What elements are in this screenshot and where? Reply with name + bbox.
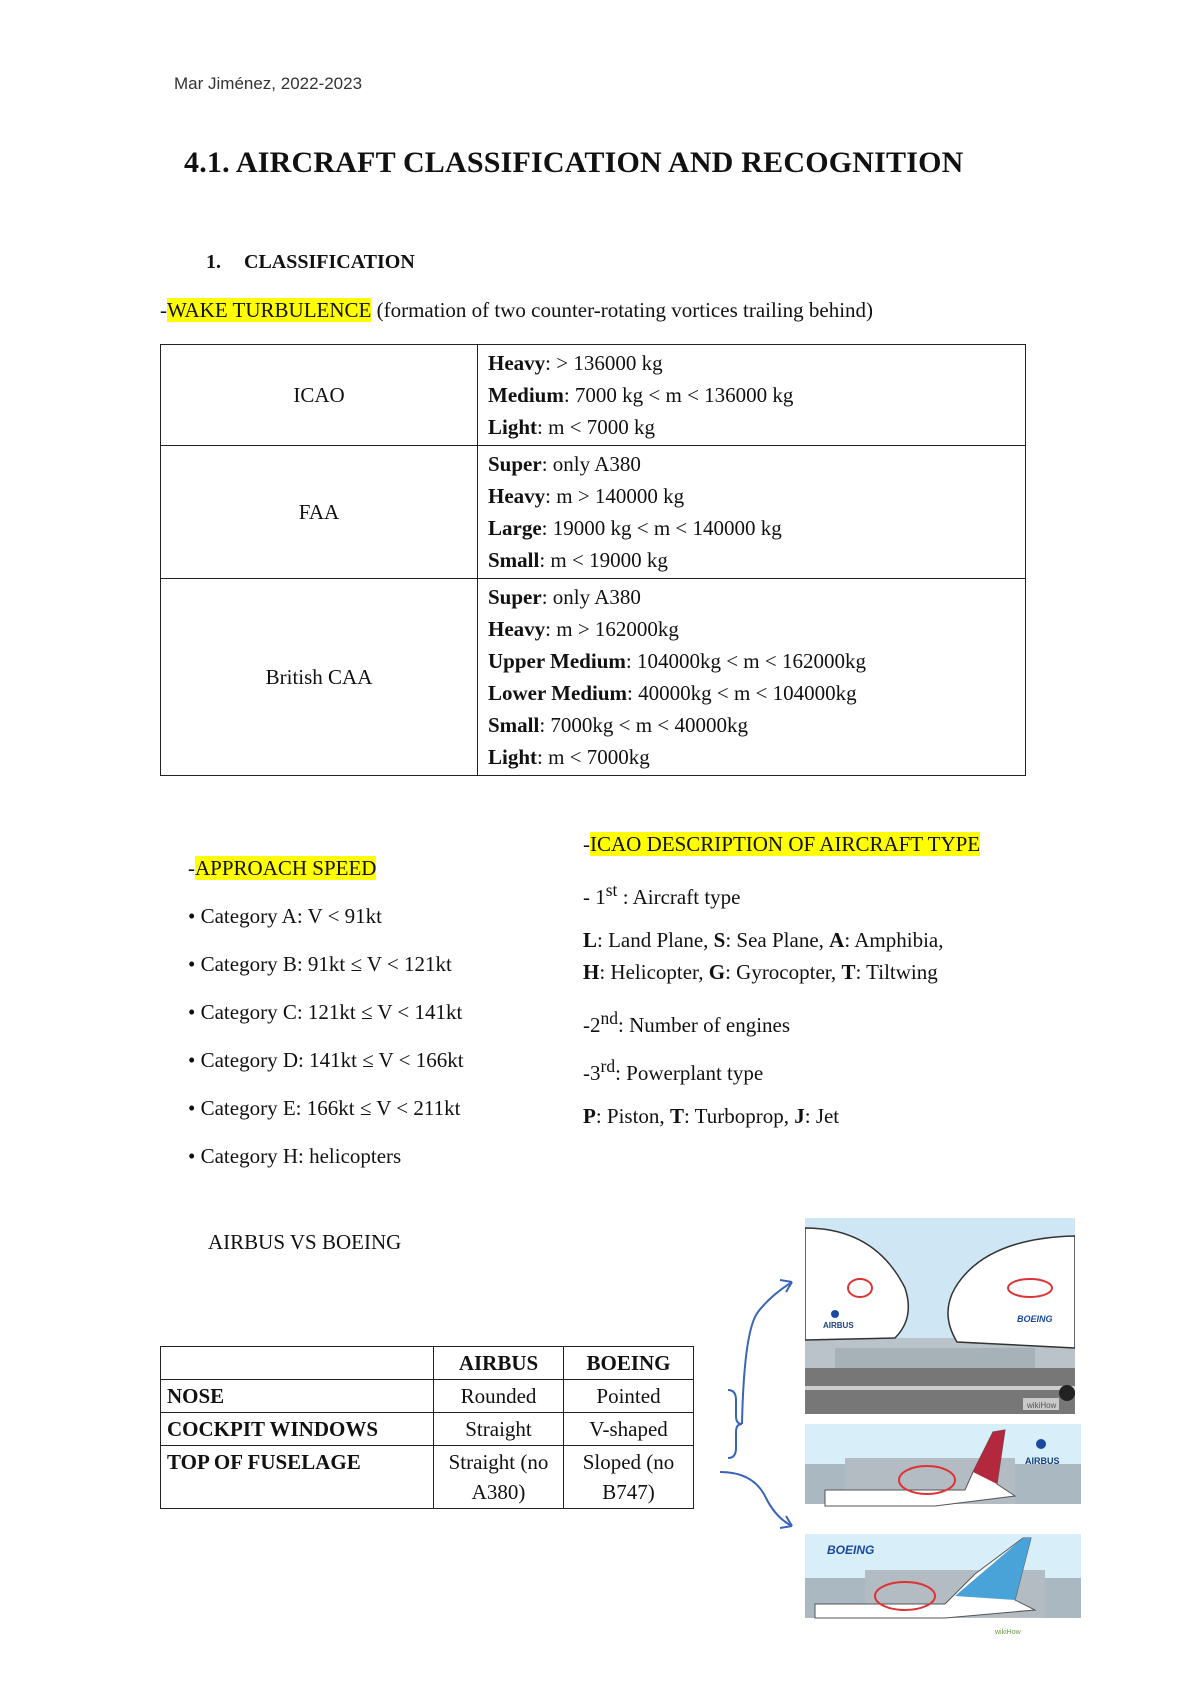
wake-category-range: : 104000kg < m < 162000kg [625, 649, 866, 673]
type-meaning: : Tiltwing [855, 960, 938, 984]
boeing-tail-illustration [805, 1534, 1081, 1638]
wake-category-line [488, 581, 1015, 613]
type-meaning: : Land Plane, [597, 928, 714, 952]
author-header: Mar Jiménez, 2022-2023 [174, 74, 363, 93]
wake-category-range: : 19000 kg < m < 140000 kg [541, 516, 782, 540]
nose-boeing-logo: BOEING [1017, 1314, 1053, 1324]
wake-category-range: : m > 140000 kg [545, 484, 685, 508]
wake-category-range: : 7000kg < m < 40000kg [539, 713, 748, 737]
wake-category-name: Light [488, 415, 538, 439]
wake-category-name: Heavy [488, 617, 546, 641]
ab-boeing-cell: V-shaped [564, 1413, 694, 1446]
wake-category-range: : m < 7000 kg [537, 415, 656, 439]
third-post: : Powerplant type [615, 1061, 764, 1085]
airbus-tail-illustration [805, 1424, 1081, 1530]
third-sup: rd [600, 1056, 616, 1076]
second-pre: -2 [583, 1013, 601, 1037]
wake-category-range: : 40000kg < m < 104000kg [627, 681, 857, 705]
wake-category-line [488, 512, 1015, 544]
wake-category-name: Small [488, 713, 540, 737]
nose-watermark: wikiHow [1027, 1401, 1057, 1410]
list-item: • Category A: V < 91kt [188, 904, 383, 928]
table-row [161, 579, 1026, 776]
type-code: S [713, 928, 726, 952]
ab-header-boeing: BOEING [564, 1347, 694, 1380]
ab-row-label: COCKPIT WINDOWS [161, 1413, 434, 1446]
wake-category-line [488, 480, 1015, 512]
wake-values-cell [478, 446, 1026, 579]
ab-header-empty [161, 1347, 434, 1380]
type-code: G [708, 960, 726, 984]
ab-airbus-cell: Straight [434, 1413, 564, 1446]
wake-category-name: Super [488, 585, 542, 609]
type-code: J [794, 1104, 805, 1128]
second-post: : Number of engines [618, 1013, 791, 1037]
type-code: L [583, 928, 598, 952]
wake-category-range: : m < 7000kg [537, 745, 650, 769]
section-label: CLASSIFICATION [244, 251, 415, 273]
icao-first-letter [583, 880, 740, 910]
section-heading [206, 251, 415, 274]
type-meaning: : Sea Plane, [725, 928, 830, 952]
wake-values-cell [478, 345, 1026, 446]
wake-turbulence-table [160, 344, 1026, 776]
list-item: • Category C: 121kt ≤ V < 141kt [188, 1000, 463, 1024]
airbus-boeing-table [160, 1346, 694, 1509]
type-code: P [583, 1104, 596, 1128]
wake-category-line [488, 347, 1015, 379]
powerplant-types-line [583, 1104, 839, 1129]
wake-category-line [488, 709, 1015, 741]
tail-airbus-logo: AIRBUS [1025, 1456, 1060, 1466]
wake-category-range: : m < 19000 kg [539, 548, 668, 572]
ab-row-label: NOSE [161, 1380, 434, 1413]
wake-category-name: Super [488, 452, 542, 476]
type-code: A [829, 928, 845, 952]
icao-second-letter [583, 1008, 790, 1038]
tail-watermark: wikiHow [995, 1629, 1021, 1636]
wake-category-name: Medium [488, 383, 564, 407]
wake-category-name: Heavy [488, 351, 546, 375]
approach-heading [188, 856, 376, 881]
approach-highlight: APPROACH SPEED [195, 856, 377, 880]
type-code: T [669, 1104, 684, 1128]
ab-header-row [161, 1347, 694, 1380]
wake-dash: - [160, 298, 167, 322]
type-meaning: : Helicopter, [599, 960, 709, 984]
wake-highlight: WAKE TURBULENCE [167, 298, 372, 322]
wake-category-name: Light [488, 745, 538, 769]
wake-category-name: Small [488, 548, 540, 572]
second-sup: nd [600, 1008, 618, 1028]
boeing-tail-image [805, 1534, 1081, 1638]
list-item: • Category B: 91kt ≤ V < 121kt [188, 952, 452, 976]
wake-category-line [488, 613, 1015, 645]
nose-illustration [805, 1218, 1075, 1414]
wake-category-range: : only A380 [541, 452, 641, 476]
table-row [161, 1413, 694, 1446]
ab-boeing-cell: Pointed [564, 1380, 694, 1413]
type-meaning: : Jet [804, 1104, 840, 1128]
wake-category-range: : 7000 kg < m < 136000 kg [563, 383, 794, 407]
wake-values-cell [478, 579, 1026, 776]
icao-desc-highlight: ICAO DESCRIPTION OF AIRCRAFT TYPE [590, 832, 981, 856]
icao-desc-heading [583, 832, 980, 857]
type-code: H [583, 960, 600, 984]
airbus-tail-image [805, 1424, 1081, 1530]
table-row [161, 1380, 694, 1413]
ab-boeing-cell: Sloped (no B747) [564, 1446, 694, 1509]
tail-boeing-logo: BOEING [827, 1543, 875, 1557]
table-row [161, 345, 1026, 446]
wake-category-line [488, 544, 1015, 576]
third-pre: -3 [583, 1061, 601, 1085]
nose-airbus-logo: AIRBUS [823, 1321, 854, 1330]
page-title: 4.1. AIRCRAFT CLASSIFICATION AND RECOGNITION [184, 146, 964, 179]
ab-header-airbus: AIRBUS [434, 1347, 564, 1380]
wake-category-line [488, 741, 1015, 773]
nose-comparison-image [805, 1218, 1075, 1414]
wake-category-line [488, 411, 1015, 443]
wake-category-line [488, 448, 1015, 480]
wake-category-range: : m > 162000kg [545, 617, 679, 641]
wake-category-line [488, 379, 1015, 411]
approach-dash: - [188, 856, 195, 880]
type-code: T [841, 960, 856, 984]
type-meaning: : Turboprop, [683, 1104, 795, 1128]
section-number: 1. [206, 251, 221, 273]
table-row [161, 446, 1026, 579]
icao-third-letter [583, 1056, 763, 1086]
type-meaning: : Amphibia, [844, 928, 944, 952]
ab-airbus-cell: Straight (no A380) [434, 1446, 564, 1509]
wake-category-name: Large [488, 516, 542, 540]
brace-icon [728, 1390, 742, 1458]
first-post: : Aircraft type [617, 885, 741, 909]
list-item: • Category D: 141kt ≤ V < 166kt [188, 1048, 464, 1072]
airbus-vs-boeing-title: AIRBUS VS BOEING [208, 1230, 402, 1254]
wake-category-name: Upper Medium [488, 649, 626, 673]
wake-category-name: Heavy [488, 484, 546, 508]
wake-category-line [488, 677, 1015, 709]
ab-row-label: TOP OF FUSELAGE [161, 1446, 434, 1509]
list-item: • Category H: helicopters [188, 1144, 402, 1168]
icao-dash: - [583, 832, 590, 856]
ab-airbus-cell: Rounded [434, 1380, 564, 1413]
wake-category-range: : only A380 [541, 585, 641, 609]
aircraft-types-line-2 [583, 960, 938, 985]
type-meaning: : Gyrocopter, [725, 960, 842, 984]
arrow-down-icon [720, 1472, 792, 1526]
wake-description: (formation of two counter-rotating vortices trailing behind) [371, 298, 874, 322]
wake-category-line [488, 645, 1015, 677]
first-sup: st [605, 880, 618, 900]
table-row [161, 1446, 694, 1509]
wake-org-cell: British CAA [161, 579, 478, 776]
wake-org-cell: FAA [161, 446, 478, 579]
wake-org-cell: ICAO [161, 345, 478, 446]
wake-category-range: : > 136000 kg [545, 351, 663, 375]
wake-turbulence-heading [160, 298, 873, 323]
aircraft-types-line-1 [583, 928, 944, 953]
first-pre: - 1 [583, 885, 606, 909]
list-item: • Category E: 166kt ≤ V < 211kt [188, 1096, 461, 1120]
type-meaning: : Piston, [595, 1104, 670, 1128]
wake-category-name: Lower Medium [488, 681, 628, 705]
arrow-up-icon [742, 1282, 792, 1424]
